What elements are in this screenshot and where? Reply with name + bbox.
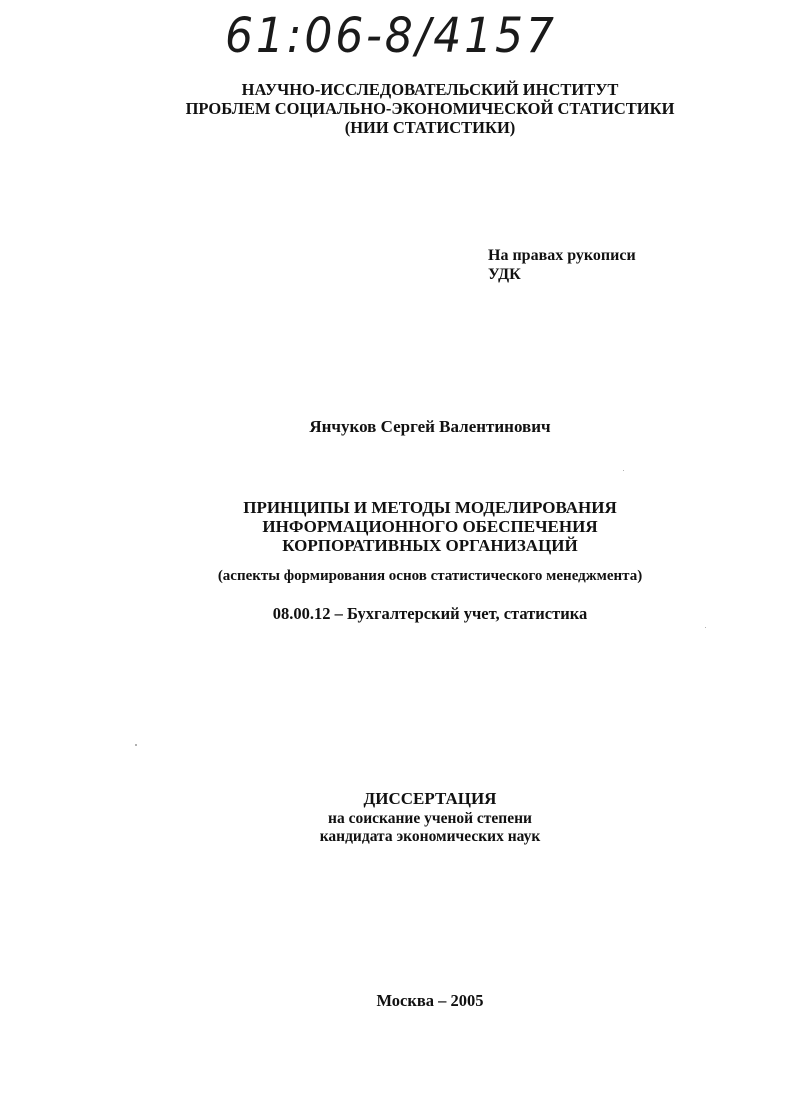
author-name: Янчуков Сергей Валентинович (309, 417, 551, 436)
manuscript-rights-label: На правах рукописи (488, 247, 636, 264)
institute-block (0, 80, 793, 137)
degree-line-1: на соискание ученой степени (328, 810, 532, 827)
scan-speck (135, 744, 137, 746)
degree-block (0, 810, 793, 846)
archive-number-handwritten: 61:06-8/4157 (225, 8, 557, 64)
city-year: Москва – 2005 (376, 991, 484, 1010)
title-line-1: ПРИНЦИПЫ И МЕТОДЫ МОДЕЛИРОВАНИЯ (243, 498, 617, 517)
institute-line-1: НАУЧНО-ИССЛЕДОВАТЕЛЬСКИЙ ИНСТИТУТ (241, 80, 619, 99)
title-line-2: ИНФОРМАЦИОННОГО ОБЕСПЕЧЕНИЯ (262, 517, 598, 536)
dissertation-subtitle: (аспекты формирования основ статистического менеджмента) (217, 568, 643, 584)
institute-line-3: (НИИ СТАТИСТИКИ) (344, 118, 516, 137)
udc-label: УДК (488, 266, 521, 283)
dissertation-title (0, 498, 793, 555)
degree-line-2: кандидата экономических наук (319, 828, 541, 845)
scan-speck (705, 627, 706, 628)
institute-line-2: ПРОБЛЕМ СОЦИАЛЬНО-ЭКОНОМИЧЕСКОЙ СТАТИСТИКИ (185, 99, 675, 118)
scan-speck (623, 470, 624, 471)
dissertation-heading: ДИССЕРТАЦИЯ (363, 789, 497, 808)
manuscript-rights-block (488, 246, 636, 284)
specialty-code: 08.00.12 – Бухгалтерский учет, статистика (272, 604, 588, 623)
title-line-3: КОРПОРАТИВНЫХ ОРГАНИЗАЦИЙ (282, 536, 578, 555)
